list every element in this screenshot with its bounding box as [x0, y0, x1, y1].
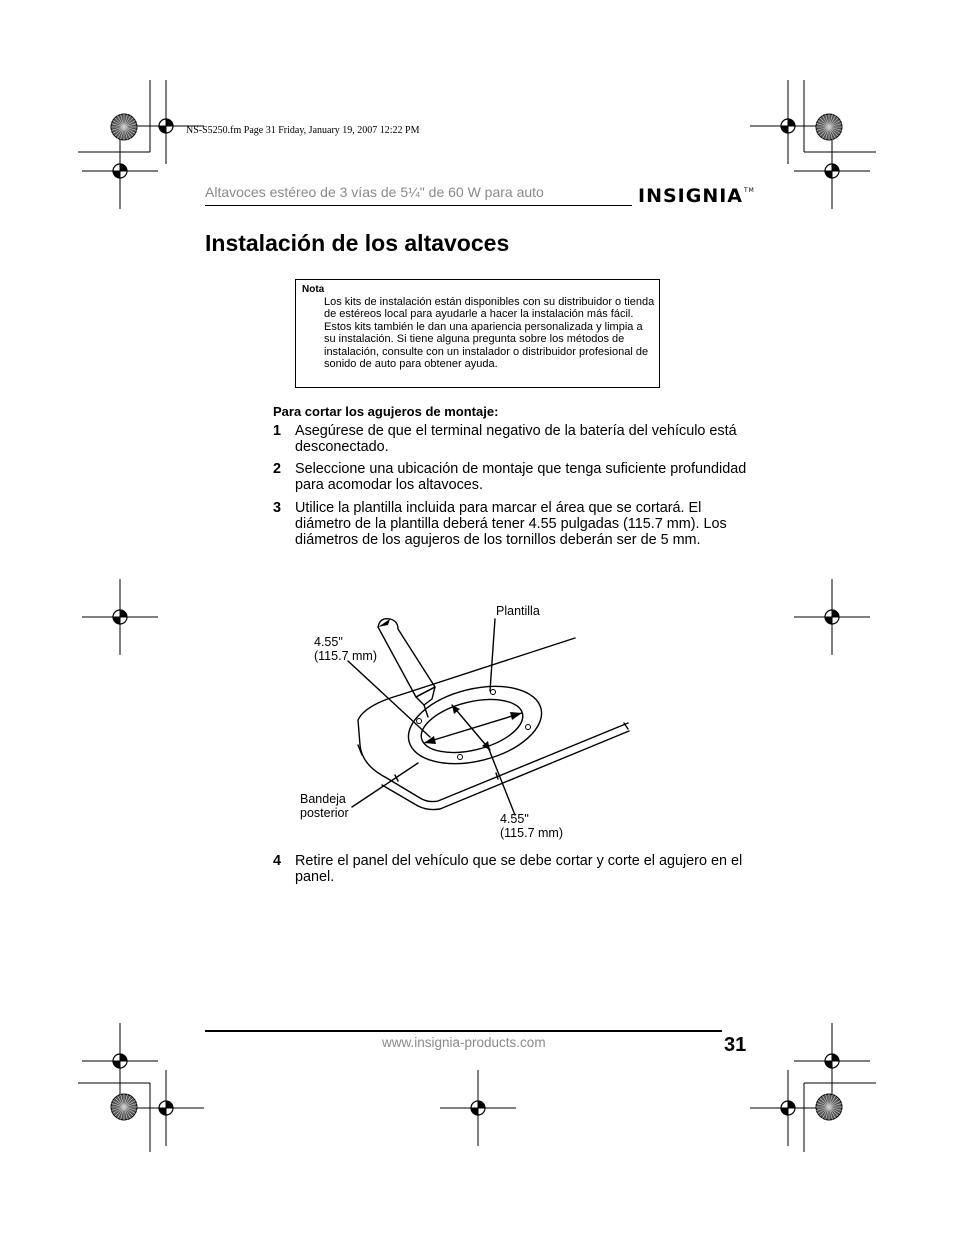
template-inner-ring [416, 690, 529, 762]
label-dimension-right-inches: 4.55" [500, 812, 529, 826]
note-box [295, 279, 660, 388]
registration-crosshair [750, 88, 826, 164]
label-template: Plantilla [496, 604, 540, 618]
brand-logo [638, 185, 755, 207]
registration-rosette [816, 114, 842, 140]
header-rule [205, 205, 632, 206]
label-rear-tray [300, 792, 349, 820]
registration-crosshair [440, 1070, 516, 1146]
label-dimension-left [314, 635, 377, 663]
step-number: 4 [273, 853, 282, 869]
label-dimension-right [500, 812, 563, 840]
step-text: Seleccione una ubicación de montaje que tenga suficiente profundidad para acomodar los altavoces. [295, 461, 747, 493]
registration-crosshair [794, 1023, 870, 1099]
registration-crosshair [794, 133, 870, 209]
footer-url: www.insignia-products.com [382, 1035, 546, 1050]
step-number: 1 [273, 423, 282, 439]
label-rear-tray-line1: Bandeja [300, 792, 346, 806]
step-text: Asegúrese de que el terminal negativo de la batería del vehículo está desconectado. [295, 423, 737, 455]
label-rear-tray-line2: posterior [300, 806, 349, 820]
trademark-mark: TM [744, 187, 755, 194]
running-header: Altavoces estéreo de 3 vías de 5¼" de 60 W para auto [205, 184, 544, 200]
label-dimension-left-inches: 4.55" [314, 635, 343, 649]
step-number: 2 [273, 461, 282, 477]
page-number: 31 [724, 1034, 747, 1056]
registration-crosshair [794, 579, 870, 655]
label-dimension-right-mm: (115.7 mm) [500, 826, 563, 840]
rear-tray-board [358, 638, 628, 802]
registration-crosshair [128, 1070, 204, 1146]
slug-line: NS-S5250.fm Page 31 Friday, January 19, 2007 12:22 PM [186, 125, 420, 136]
registration-crosshair [82, 579, 158, 655]
brand-name: INSIGNIA [638, 185, 743, 207]
procedure-title: Para cortar los agujeros de montaje: [273, 404, 499, 419]
step-number: 3 [273, 500, 282, 516]
step-text: Utilice la plantilla incluida para marcar el área que se cortará. El diámetro de la plantilla deberá tener 4.55 pulgadas (115.7 mm). Los diámetros de los agujeros de los tornillos deberán ser de 5 mm. [295, 500, 727, 548]
footer-rule [205, 1030, 722, 1032]
registration-rosette [111, 1094, 137, 1120]
registration-crosshair [82, 133, 158, 209]
label-dimension-left-mm: (115.7 mm) [314, 649, 377, 663]
registration-rosette [816, 1094, 842, 1120]
registration-crosshair [82, 1023, 158, 1099]
note-text: Los kits de instalación están disponibles con su distribuidor o tienda de estéreos local para ayudarle a hacer la instalación más fácil. Estos kits también le dan una apariencia personalizada y limpia a su instalación. Si tiene alguna pregunta sobre los métodos de instalación, consulte con un instalador o distribuidor profesional de sonido de auto para obtener ayuda. [324, 296, 655, 371]
step-text: Retire el panel del vehículo que se debe cortar y corte el agujero en el panel. [295, 853, 743, 885]
note-label: Nota [302, 284, 325, 295]
registration-rosette [111, 114, 137, 140]
marker-pen [378, 619, 435, 697]
page-title: Instalación de los altavoces [205, 230, 510, 256]
registration-crosshair [750, 1070, 826, 1146]
